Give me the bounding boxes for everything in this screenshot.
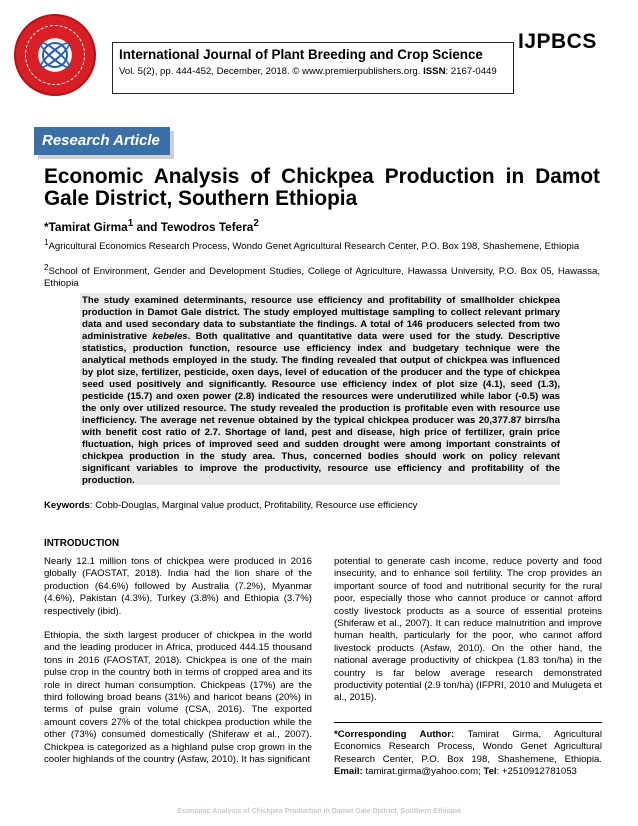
author-second: Tewodros Tefera [160,219,254,234]
author-first: *Tamirat Girma [44,219,128,234]
affiliation-1 [44,237,600,253]
left-paragraph-1: Nearly 12.1 million tons of chickpea were produced in 2016 globally (FAOSTAT, 2018). India had the lion share of the production (64.6%) followed by Australia (7.2%), Myanmar (4.6%), Pakistan (4.3%), Turkey (3.8%) and Ethiopia (3.7%) respectively (ibid). [44,556,312,617]
journal-title: International Journal of Plant Breeding and Crop Science [119,47,483,62]
right-column [334,556,602,717]
abstract-text-rest: . Both qualitative and quantitative data were used for the study. Descriptive statistics, production function, resource use efficiency index and budgetary technique were the analytical methods employed in the study. The finding revealed that output of chickpea was influenced by plot size, fertilizer, pesticide, oxen days, level of education of the producer and the type of chickpea seed used positively and significantly. Resource use efficiency index of plot size (4.1), seed (1.3), pesticide (15.7) and oxen power (2.8) indicated the resources were underutilized while labor (-0.5) was the only over utilized resource. The study revealed the production is profitable even with resource use inefficiency. The average net revenue obtained by the typical chickpea producer was 20,377.87 birrs/ha with benefit cost ratio of 2.7. Shortage of land, pest and disease, high price of fertilizer, grain price fluctuation, high prices of improved seed and sudden drought were among important constraints of chickpea production in the study area. Thus, concerned bodies should work on policy relevant significant variables to improve the productivity, resource use efficiency and profitability of the production. [82,331,560,486]
left-paragraph-2: Ethiopia, the sixth largest producer of chickpea in the world and the leading producer in Africa, produced 444.15 thousand tons in 2016 (FAOSTAT, 2018). Chickpea is one of the main pulse crop in the country both in terms of cropped area and its role in direct human consumption. Chickpeas (17%) are the third following broad beans (31%) and haricot beans (20%) in terms of pulse grain volume (CSA, 2016). The exported amount covers 27% of the total chickpea production while the other (73%) consumed domestically (Shiferaw et al., 2007). Chickpea is categorized as a highland pulse crop grown in the cooler highlands of the country (Asfaw, 2010). It has significant [44,630,312,766]
author-list [44,218,259,234]
article-type-badge: Research Article [34,127,170,155]
email-label: Email: [334,766,363,778]
tel-label: Tel [483,766,497,778]
tel-value: : +2510912781053 [496,766,577,778]
keywords-text: : Cobb-Douglas, Marginal value product, Profitability, Resource use efficiency [89,500,418,511]
right-paragraph: potential to generate cash income, reduce poverty and food insecurity, and to enhance soil fertility. The crop provides an important source of food and nutritional security for the rural poor, especially those who cannot produce or cannot afford costly livestock products as a source of essential proteins (Shiferaw et al., 2007). It can reduce malnutrition and improve human health, particularly for the poor, who cannot afford livestock products (Asfaw, 2010). On the other hand, the national average productivity of chickpea (1.83 ton/ha) in the country is far below average research demonstrated productivity potential (2.9 ton/ha) (IFPRI, 2010 and Mulugeta et al., 2015). [334,556,602,704]
corresponding-author-note [334,722,602,779]
issn-value: : 2167-0449 [445,66,497,77]
issn-label: ISSN [423,66,446,77]
affiliation-2 [44,262,600,290]
abstract-text: The study examined determinants, resource use efficiency and profitability of smallholder chickpea production in Damot Gale district. The study employed multistage sampling to collect relevant primary data and used secondary data to substantiate the findings. A total of 146 producers selected from two administrative [82,295,560,342]
abstract-emphasis: kebeles [152,331,188,342]
affiliation-1-sup: 1 [44,238,49,247]
affiliation-2-text: School of Environment, Gender and Development Studies, College of Agriculture, Hawassa University, P.O. Box 05, Hawassa, Ethiopia [44,266,600,290]
keywords-label: Keywords [44,500,90,511]
affiliation-1-text: Agricultural Economics Research Process, Wondo Genet Agricultural Research Center, P.O. Box 198, Shashemene, Ethiopia [48,241,580,253]
corresponding-text: Tamirat Girma, Agricultural Economics Research Process, Wondo Genet Agricultural Research Center, P.O. Box 198, Shashemene, Ethiopia. [334,729,603,765]
author-second-sup: 2 [253,218,259,229]
journal-volume-info: Vol. 5(2), pp. 444-452, December, 2018. © www.premierpublishers.org. [119,66,421,77]
abstract-box [80,293,560,485]
corresponding-label: *Corresponding Author: [334,729,455,740]
journal-abbreviation: IJPBCS [518,30,597,53]
left-column [44,556,312,779]
author-separator: and [133,219,161,234]
section-heading: INTRODUCTION [44,538,120,549]
email-value: tamirat.girma@yahoo.com; [362,766,484,778]
affiliation-2-sup: 2 [44,263,49,272]
keywords-line [44,500,417,512]
page-footer: Economic Analysis of Chickpea Production in Damot Gale District, Southern Ethiopia [177,808,461,815]
journal-meta [119,65,507,78]
journal-header-box [112,42,514,94]
paper-title: Economic Analysis of Chickpea Production in Damot Gale District, Southern Ethiopia [44,165,600,210]
publisher-logo [14,14,96,96]
author-first-sup: 1 [127,218,134,229]
